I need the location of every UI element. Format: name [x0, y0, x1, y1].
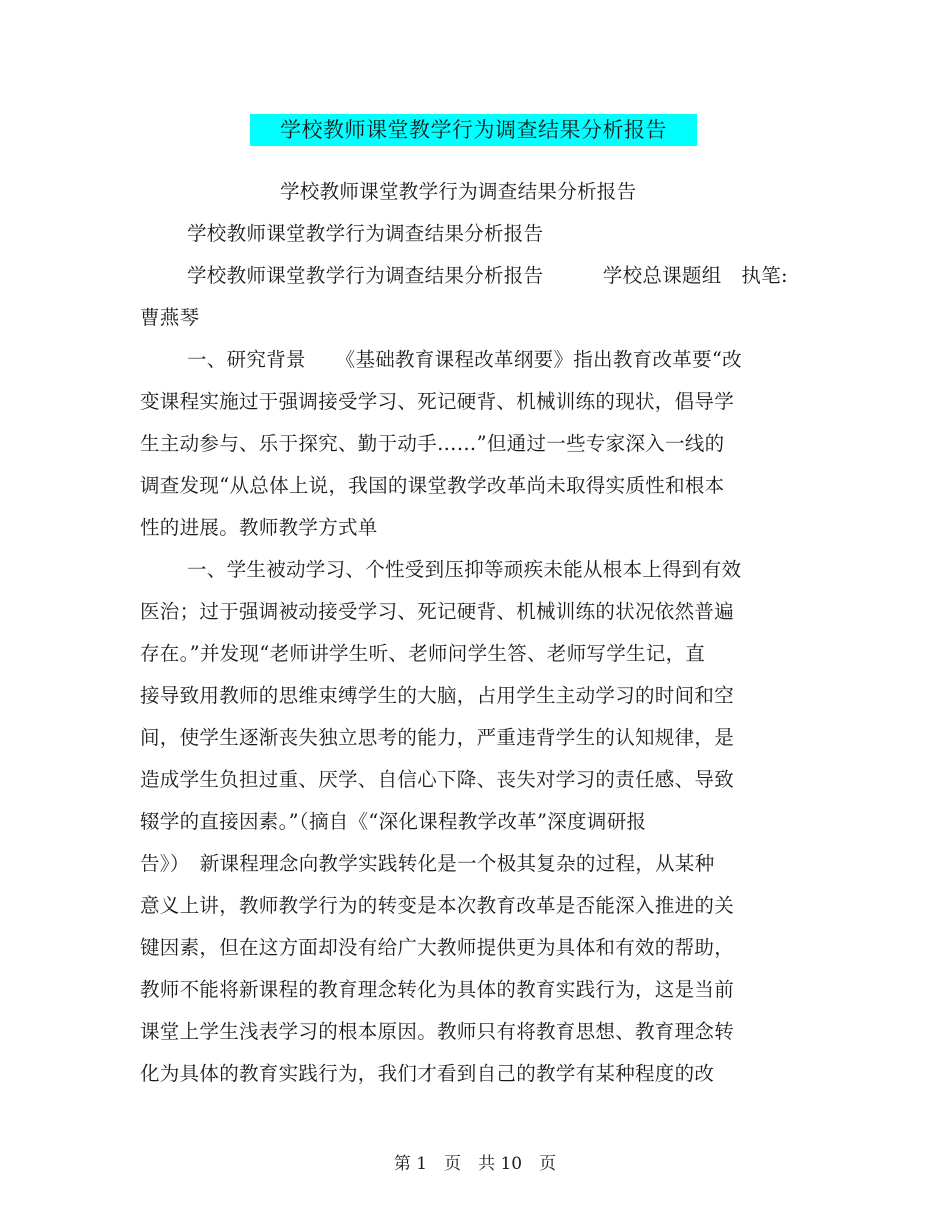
body-line: 键因素，但在这方面却没有给广大教师提供更为具体和有效的帮助， — [140, 936, 735, 959]
subtitle-line: 学校教师课堂教学行为调查结果分析报告 — [280, 180, 637, 203]
body-line: 间，使学生逐渐丧失独立思考的能力，严重违背学生的认知规律，是 — [140, 726, 735, 749]
body-line: 造成学生负担过重、厌学、自信心下降、丧失对学习的责任感、导致 — [140, 768, 735, 791]
body-line: 辍学的直接因素。”（摘自《“深化课程教学改革”深度调研报 — [140, 810, 647, 833]
body-line: 一、研究背景 《基础教育课程改革纲要》指出教育改革要“改 — [187, 348, 742, 371]
body-line: 教师不能将新课程的教育理念转化为具体的教育实践行为，这是当前 — [140, 978, 735, 1001]
body-line: 变课程实施过于强调接受学习、死记硬背、机械训练的现状，倡导学 — [140, 390, 735, 413]
body-line: 课堂上学生浅表学习的根本原因。教师只有将教育思想、教育理念转 — [140, 1020, 735, 1043]
body-line: 告》） 新课程理念向教学实践转化是一个极其复杂的过程，从某种 — [140, 852, 715, 875]
body-line: 调查发现“从总体上说，我国的课堂教学改革尚未取得实质性和根本 — [140, 474, 725, 497]
body-line: 生主动参与、乐于探究、勤于动手……”但通过一些专家深入一线的 — [140, 432, 725, 455]
body-line: 学校教师课堂教学行为调查结果分析报告 学校总课题组 执笔: — [187, 264, 788, 287]
body-line: 意义上讲，教师教学行为的转变是本次教育改革是否能深入推进的关 — [140, 894, 735, 917]
body-line: 化为具体的教育实践行为，我们才看到自己的教学有某种程度的改 — [140, 1062, 715, 1085]
body-line: 医治；过于强调被动接受学习、死记硬背、机械训练的状况依然普遍 — [140, 600, 735, 623]
page-footer: 第 1 页 共 10 页 — [393, 1154, 557, 1174]
body-line: 性的进展。教师教学方式单 — [140, 516, 378, 539]
body-line: 一、学生被动学习、个性受到压抑等顽疾未能从根本上得到有效 — [187, 558, 742, 581]
body-line: 接导致用教师的思维束缚学生的大脑，占用学生主动学习的时间和空 — [140, 684, 735, 707]
body-line: 曹燕琴 — [140, 306, 200, 329]
body-line: 存在。”并发现“老师讲学生听、老师问学生答、老师写学生记，直 — [140, 642, 706, 665]
body-line: 学校教师课堂教学行为调查结果分析报告 — [187, 222, 544, 245]
document-title: 学校教师课堂教学行为调查结果分析报告 — [280, 118, 667, 142]
